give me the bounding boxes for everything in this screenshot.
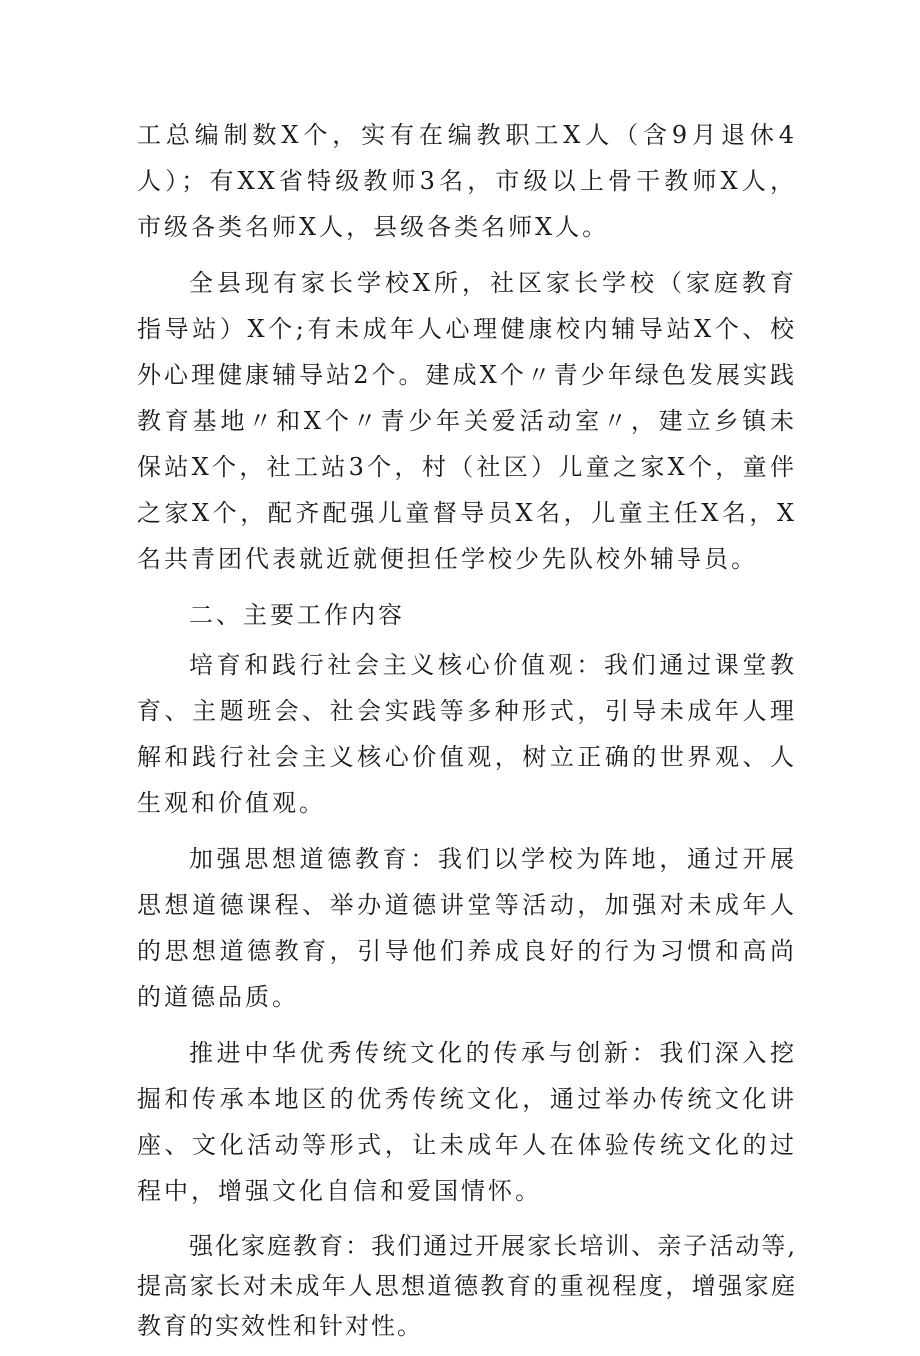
paragraph-family-education: 强化家庭教育：我们通过开展家长培训、亲子活动等,提高家长对未成年人思想道德教育的重视程度，增强家庭教育的实效性和针对性。 bbox=[137, 1232, 797, 1340]
document-body bbox=[137, 112, 797, 1356]
paragraph-core-values: 培育和践行社会主义核心价值观：我们通过课堂教育、主题班会、社会实践等多种形式，引导未成年人理解和践行社会主义核心价值观，树立正确的世界观、人生观和价值观。 bbox=[137, 651, 797, 817]
paragraph-staffing: 工总编制数X个，实有在编教职工X人（含9月退休4人）；有XX省特级教师3名，市级以上骨干教师X人，市级各类名师X人，县级各类名师X人。 bbox=[137, 121, 797, 241]
paragraph-traditional-culture: 推进中华优秀传统文化的传承与创新：我们深入挖掘和传承本地区的优秀传统文化，通过举办传统文化讲座、文化活动等形式，让未成年人在体验传统文化的过程中，增强文化自信和爱国情怀。 bbox=[137, 1039, 797, 1205]
section-heading: 二、主要工作内容 bbox=[189, 601, 405, 629]
paragraph-moral-education: 加强思想道德教育：我们以学校为阵地，通过开展思想道德课程、举办道德讲堂等活动，加强对未成年人的思想道德教育，引导他们养成良好的行为习惯和高尚的道德品质。 bbox=[137, 845, 797, 1011]
paragraph-facilities: 全县现有家长学校X所，社区家长学校（家庭教育指导站）X个;有未成年人心理健康校内辅导站X个、校外心理健康辅导站2个。建成X个〃青少年绿色发展实践教育基地〃和X个〃青少年关爱活动室〃，建立乡镇未保站X个，社工站3个，村（社区）儿童之家X个，童伴之家X个，配齐配强儿童督导员X名，儿童主任X名，X名共青团代表就近就便担任学校少先队校外辅导员。 bbox=[137, 269, 797, 573]
